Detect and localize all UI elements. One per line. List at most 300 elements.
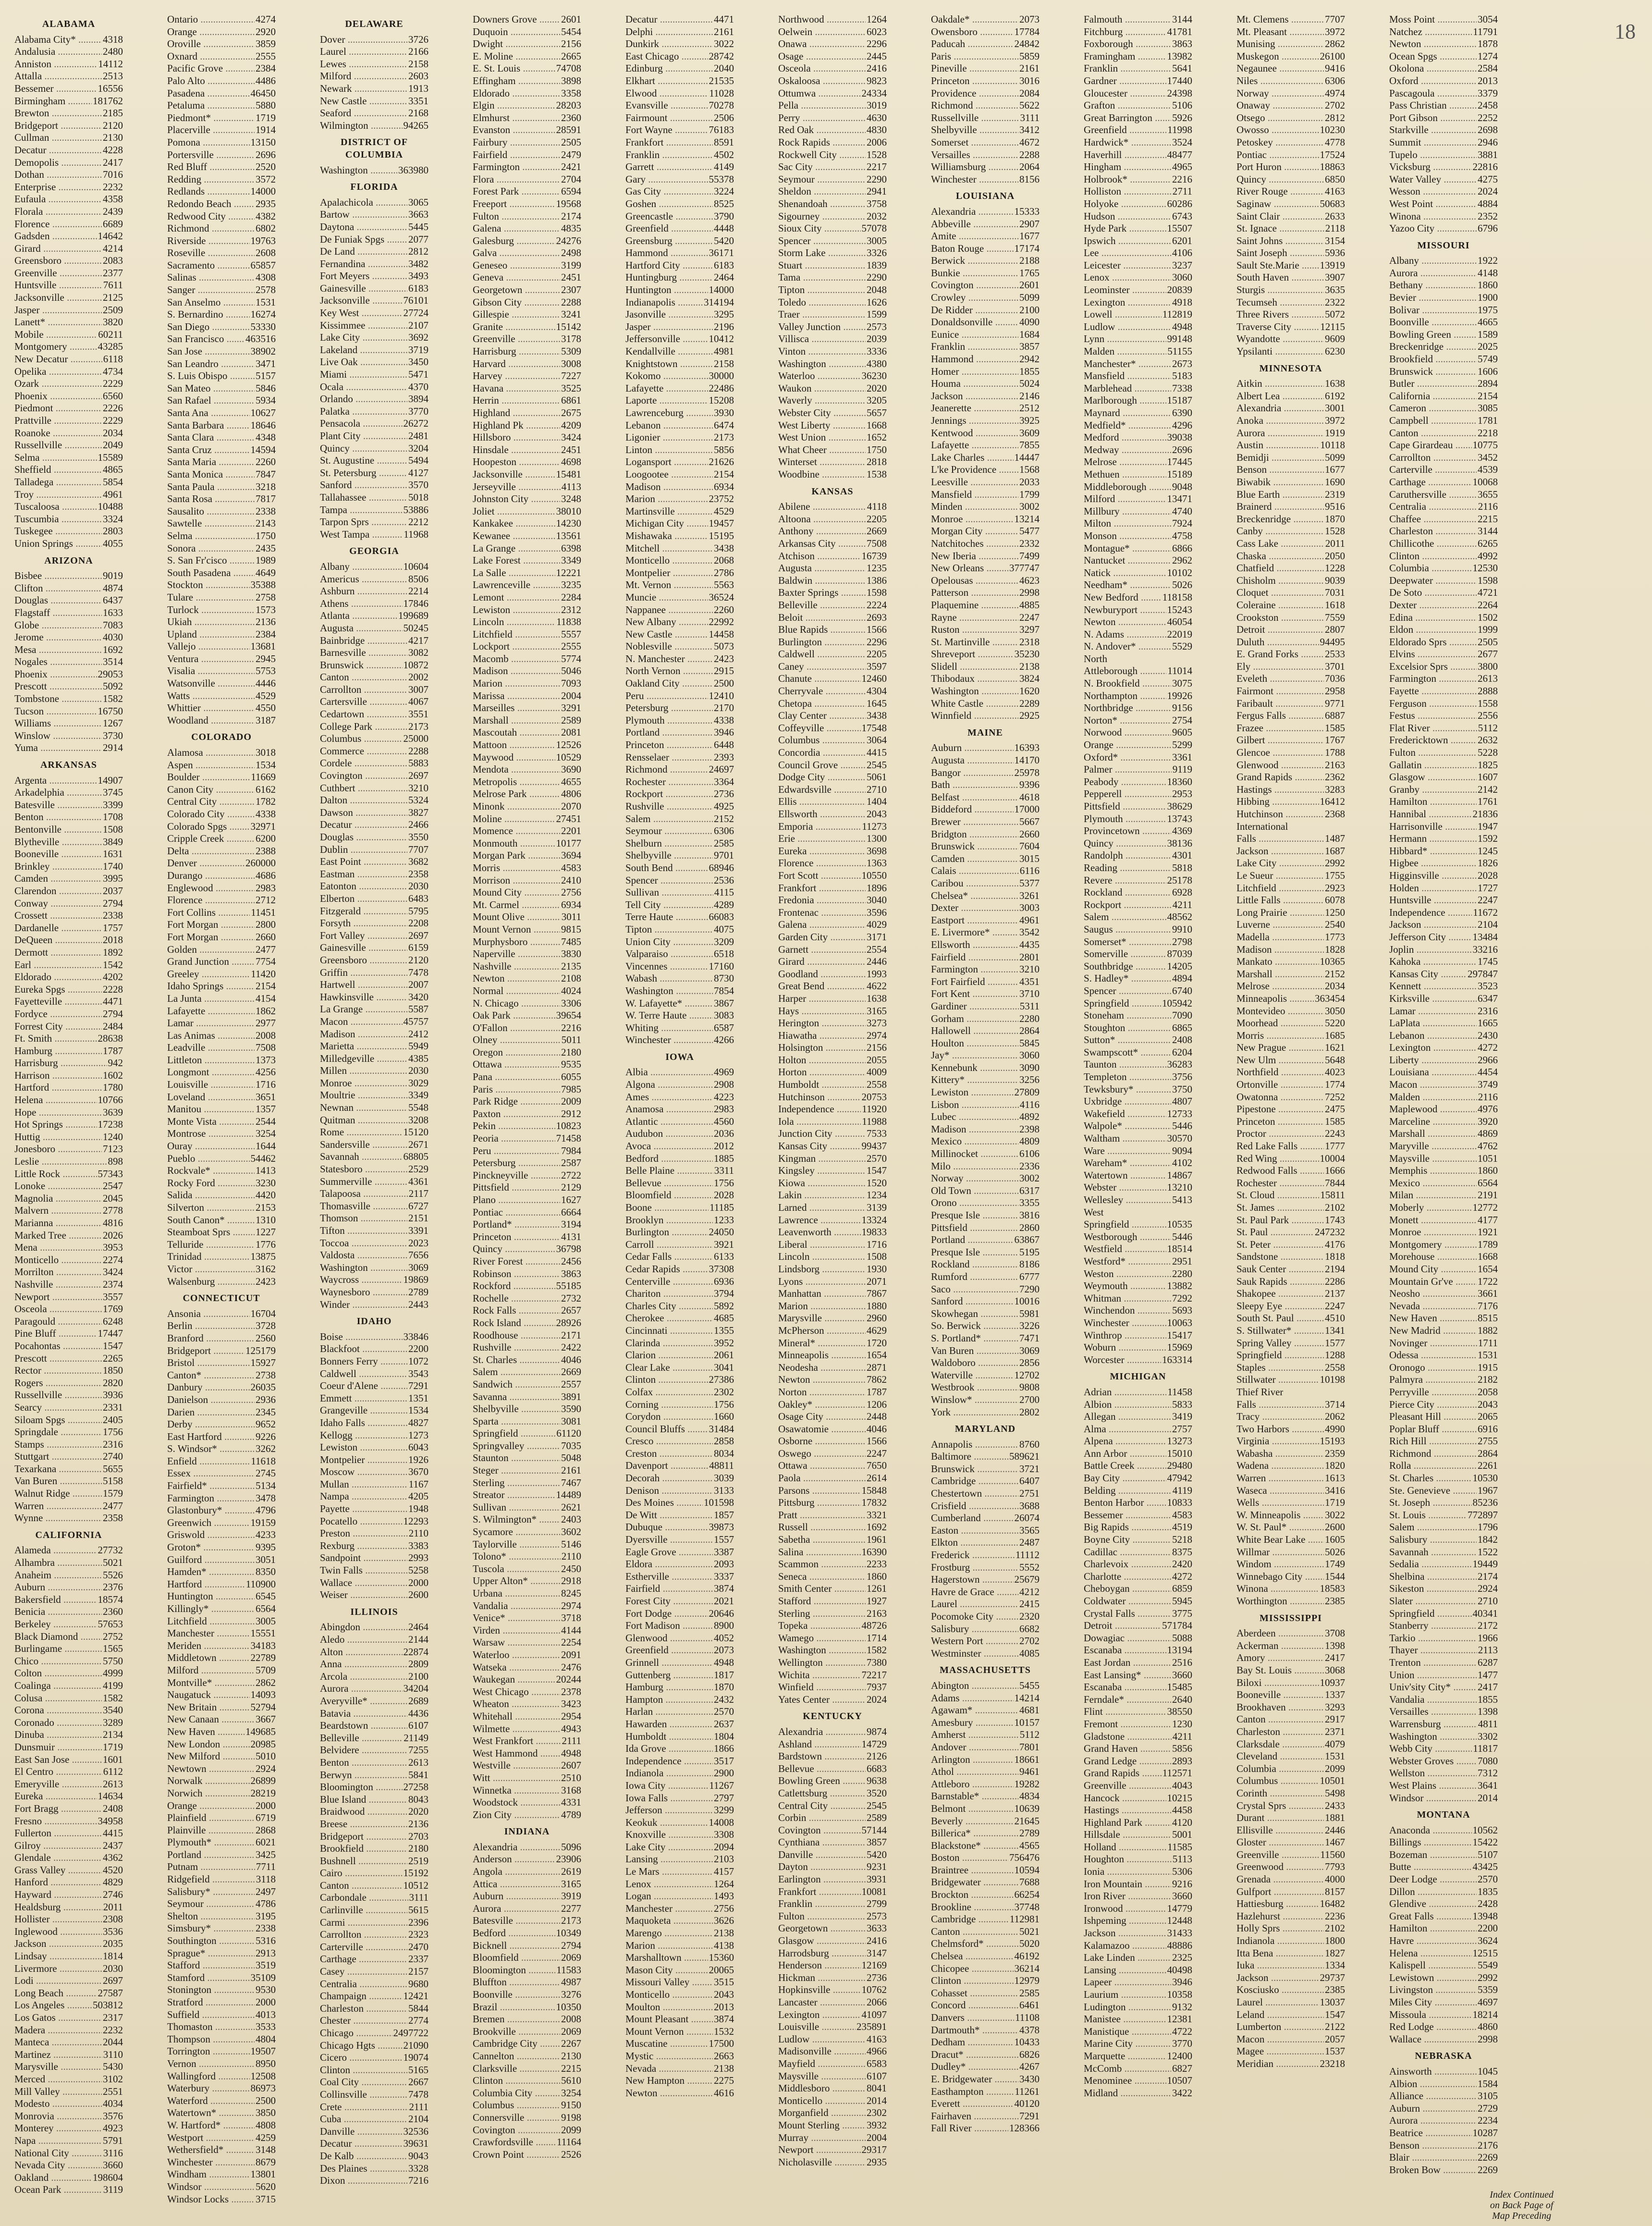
city-name: Bremen ..... xyxy=(473,2013,560,2026)
city-name: Covington ..... xyxy=(778,1824,861,1837)
city-name: Marseilles ..... xyxy=(473,702,560,714)
city-population: 2600 xyxy=(408,1589,428,1601)
city-row xyxy=(625,1521,734,1534)
city-population: 2385 xyxy=(1325,1595,1345,1607)
city-population: 1827 xyxy=(1325,1947,1345,1959)
city-row xyxy=(1389,1583,1498,1595)
city-name: Tallahassee ..... xyxy=(320,492,407,504)
city-population: 13681 xyxy=(250,640,276,652)
city-row xyxy=(320,1163,428,1176)
city-population: 2057 xyxy=(1325,2033,1345,2045)
city-population: 25978 xyxy=(1014,766,1040,778)
city-row xyxy=(1389,1546,1498,1559)
city-name: Merced ..... xyxy=(14,2073,102,2086)
city-name: Ames ..... xyxy=(625,1091,713,1104)
city-population: 2338 xyxy=(256,1922,276,1934)
city-population: 2338 xyxy=(256,505,276,517)
city-row xyxy=(1084,923,1192,936)
city-population: 1800 xyxy=(1325,1935,1345,1947)
city-name: Danielson ..... xyxy=(167,1394,255,1406)
city-population: 5753 xyxy=(256,665,276,677)
city-name: Gardner ..... xyxy=(1084,75,1166,87)
city-population: 15969 xyxy=(1167,1341,1192,1353)
city-name: Stuttgart ..... xyxy=(14,1451,102,1463)
city-row xyxy=(931,390,1040,403)
city-name: Mountain Gr've ..... xyxy=(1389,1276,1477,1288)
city-name: Leslie ..... xyxy=(14,1156,107,1168)
city-row xyxy=(473,13,581,26)
city-name: Lakin ..... xyxy=(778,1189,866,1202)
city-row xyxy=(931,1406,1040,1419)
city-population: 2789 xyxy=(1019,1827,1040,1839)
city-population: 2134 xyxy=(103,1729,123,1741)
city-population: 2173 xyxy=(408,720,428,732)
city-row xyxy=(931,1815,1040,1828)
city-name: Wesson ..... xyxy=(1389,185,1477,198)
city-name: Springfield ..... xyxy=(1236,1349,1324,1362)
city-population: 4029 xyxy=(867,919,887,931)
city-name: Booneville ..... xyxy=(1236,1689,1324,1701)
city-population: 3111 xyxy=(1020,111,1040,123)
city-row xyxy=(167,1030,276,1042)
city-population: 5859 xyxy=(1019,50,1040,62)
city-row xyxy=(625,1022,734,1034)
city-name: Manhattan ..... xyxy=(778,1288,866,1300)
city-row xyxy=(320,1515,428,1528)
city-row xyxy=(167,419,276,432)
city-row xyxy=(1236,2021,1345,2033)
city-population: 3520 xyxy=(867,1787,887,1799)
city-population: 8375 xyxy=(1172,1546,1192,1558)
city-row xyxy=(14,934,123,947)
city-name: Waltham ..... xyxy=(1084,1132,1166,1145)
city-row xyxy=(625,124,734,136)
city-name: Franklin ..... xyxy=(931,341,1018,353)
city-population: 3187 xyxy=(256,714,276,726)
city-population: 2423 xyxy=(714,652,734,664)
city-row xyxy=(931,292,1040,304)
city-population: 1666 xyxy=(1325,1165,1345,1177)
city-population: 4176 xyxy=(1325,1238,1345,1250)
city-population: 2030 xyxy=(408,880,428,892)
city-population: 4211 xyxy=(1172,898,1192,910)
city-row xyxy=(14,2049,123,2061)
city-name: Orange ..... xyxy=(167,26,255,38)
city-name: Fayette ..... xyxy=(1389,685,1477,698)
city-row xyxy=(625,13,734,26)
city-row xyxy=(167,1935,276,1947)
city-population: 9652 xyxy=(256,1418,276,1430)
city-name: Hartwell ..... xyxy=(320,979,407,991)
city-population: 16556 xyxy=(98,82,123,94)
city-row xyxy=(473,665,581,677)
city-row xyxy=(931,452,1040,464)
city-population: 2693 xyxy=(867,611,887,623)
city-population: 3060 xyxy=(1172,271,1192,283)
city-name: Salem ..... xyxy=(1389,1521,1477,1534)
city-population: 4685 xyxy=(714,1312,734,1324)
city-row xyxy=(931,1357,1040,1369)
city-row xyxy=(931,710,1040,722)
city-population: 2907 xyxy=(1019,218,1040,230)
city-population: 3715 xyxy=(256,2193,276,2205)
city-population: 3022 xyxy=(714,38,734,50)
city-name: Selma ..... xyxy=(14,452,97,464)
city-name: Collinsville ..... xyxy=(320,2089,407,2101)
city-population: 1818 xyxy=(1325,1251,1345,1263)
city-name: Elkhart ..... xyxy=(625,75,708,87)
city-name: Nicholasville ..... xyxy=(778,2156,866,2169)
city-name: Waukegan ..... xyxy=(473,1673,555,1686)
city-population: 4510 xyxy=(1325,1312,1345,1324)
city-row xyxy=(1084,2001,1192,2014)
city-row xyxy=(778,1189,887,1202)
city-row xyxy=(1236,685,1345,698)
city-population: 5795 xyxy=(408,905,428,917)
city-population: 2317 xyxy=(103,2012,123,2023)
city-population: 2069 xyxy=(561,2025,581,2037)
city-row xyxy=(1084,948,1192,960)
city-population: 2138 xyxy=(1019,660,1040,672)
city-row xyxy=(473,321,581,333)
city-row xyxy=(320,1040,428,1053)
city-population: 14729 xyxy=(861,1738,887,1750)
city-name: Cloquet ..... xyxy=(1236,587,1324,599)
city-row xyxy=(473,899,581,911)
city-population: 2738 xyxy=(256,1369,276,1381)
city-population: 2125 xyxy=(103,292,123,304)
city-name: Salisbury ..... xyxy=(1389,1534,1477,1546)
city-row xyxy=(14,910,123,922)
city-row xyxy=(778,1030,887,1042)
city-population: 57653 xyxy=(98,1618,123,1630)
city-population: 11273 xyxy=(862,820,887,832)
city-name: Turlock ..... xyxy=(167,604,255,616)
city-population: 6390 xyxy=(1172,407,1192,418)
city-population: 3602 xyxy=(561,1526,581,1538)
city-row xyxy=(167,919,276,931)
city-row xyxy=(1236,1713,1345,1726)
city-name: Rector ..... xyxy=(14,1365,102,1377)
city-population: 10488 xyxy=(98,501,123,513)
city-name: Jasonville ..... xyxy=(625,308,713,321)
city-name: Bloomington ..... xyxy=(473,1964,555,1977)
city-row xyxy=(14,1143,123,1156)
city-name: Denison ..... xyxy=(625,1485,713,1497)
city-row xyxy=(1084,1817,1192,1829)
city-name: Osceola ..... xyxy=(14,1303,102,1316)
city-name: Argenta ..... xyxy=(14,775,97,787)
city-name: Braidwood ..... xyxy=(320,1806,407,1818)
city-name: Clinton ..... xyxy=(1389,550,1477,563)
city-row xyxy=(167,1910,276,1923)
city-name: Mansfield ..... xyxy=(931,489,1018,501)
city-name: Fairfield* ..... xyxy=(167,1480,255,1492)
city-row xyxy=(473,38,581,50)
city-name: Wyandotte ..... xyxy=(1236,333,1324,345)
city-name: Urbana ..... xyxy=(473,1587,560,1600)
city-population: 2107 xyxy=(408,319,428,331)
city-row xyxy=(625,1583,734,1595)
city-population: 10529 xyxy=(556,751,581,763)
city-name: Watts ..... xyxy=(167,690,255,702)
city-population: 3118 xyxy=(256,1873,276,1885)
city-population: 2156 xyxy=(561,38,581,50)
city-name: Ocean Park ..... xyxy=(14,2184,102,2196)
city-population: 3438 xyxy=(714,542,734,554)
city-name: Wells ..... xyxy=(1236,1497,1324,1509)
city-population: 21836 xyxy=(1472,808,1498,820)
city-row xyxy=(14,1631,123,1643)
city-row xyxy=(778,1787,887,1800)
city-row xyxy=(167,247,276,259)
city-population: 2752 xyxy=(103,1630,123,1642)
city-name: Crookston ..... xyxy=(1236,612,1324,624)
city-name: Leland ..... xyxy=(1236,2009,1324,2021)
city-population: 1870 xyxy=(1325,513,1345,525)
city-row xyxy=(778,1288,887,1300)
city-name: Pueblo ..... xyxy=(167,1153,250,1165)
city-row xyxy=(320,1454,428,1466)
city-row xyxy=(167,1276,276,1288)
city-row xyxy=(931,230,1040,243)
city-row xyxy=(1236,1812,1345,1824)
city-name: Tuscaloosa ..... xyxy=(14,501,97,513)
city-row xyxy=(931,304,1040,317)
city-row xyxy=(473,788,581,800)
city-population: 8525 xyxy=(714,197,734,209)
city-name: Albert Lea ..... xyxy=(1236,390,1324,403)
city-row xyxy=(14,1704,123,1717)
city-name: Bolivar ..... xyxy=(1389,304,1477,317)
city-row xyxy=(473,308,581,321)
city-row xyxy=(1236,1664,1345,1677)
city-row xyxy=(1084,1620,1192,1632)
city-name: Dunkirk ..... xyxy=(625,38,713,50)
city-row xyxy=(778,1226,887,1239)
city-population: 10937 xyxy=(1320,1676,1345,1688)
city-name: Oxnard ..... xyxy=(167,50,255,63)
city-population: 2229 xyxy=(103,415,123,426)
city-row xyxy=(625,1558,734,1571)
city-name: Lockport ..... xyxy=(473,640,560,653)
city-population: 4865 xyxy=(103,464,123,476)
city-row xyxy=(778,1681,887,1694)
city-name: Anderson ..... xyxy=(473,1853,555,1866)
city-row xyxy=(1084,173,1192,186)
city-population: 6248 xyxy=(103,1315,123,1327)
city-row xyxy=(931,988,1040,1000)
city-population: 3946 xyxy=(1172,1976,1192,1988)
city-population: 4948 xyxy=(714,1656,734,1668)
city-row xyxy=(778,1669,887,1682)
city-population: 2868 xyxy=(256,1824,276,1836)
city-population: 1756 xyxy=(714,1398,734,1410)
city-row xyxy=(931,673,1040,685)
city-row xyxy=(1236,99,1345,112)
city-population: 2055 xyxy=(867,1054,887,1066)
city-name: Columbia City ..... xyxy=(473,2087,560,2100)
city-row xyxy=(931,1913,1040,1926)
city-name: Mayfield ..... xyxy=(778,2058,866,2070)
city-name: W. Hartford* ..... xyxy=(167,2119,255,2132)
city-population: 5791 xyxy=(103,2134,123,2146)
city-name: Aurora ..... xyxy=(1389,267,1477,280)
city-name: Crystal Falls ..... xyxy=(1084,1608,1171,1620)
city-row xyxy=(320,164,428,177)
city-row xyxy=(1389,747,1498,759)
city-population: 2065 xyxy=(1478,1411,1498,1423)
city-population: 5833 xyxy=(1172,1398,1192,1410)
city-row xyxy=(778,333,887,345)
city-name: Lake City ..... xyxy=(1236,857,1324,870)
city-population: 2002 xyxy=(408,671,428,683)
city-population: 6107 xyxy=(867,2070,887,2082)
city-population: 756476 xyxy=(1009,1852,1040,1864)
city-population: 3925 xyxy=(1019,415,1040,426)
city-name: Bemidji ..... xyxy=(1236,452,1324,464)
city-population: 1882 xyxy=(1478,1324,1498,1336)
city-population: 5420 xyxy=(867,1848,887,1860)
city-name: Sterling ..... xyxy=(473,1477,560,1489)
city-name: Gilroy ..... xyxy=(14,1840,102,1852)
city-population: 7937 xyxy=(867,1681,887,1693)
city-row xyxy=(1389,1079,1498,1091)
city-population: 28203 xyxy=(556,99,581,111)
city-row xyxy=(473,1231,581,1243)
index-column xyxy=(931,13,1040,2217)
city-population: 2621 xyxy=(561,1501,581,1513)
city-population: 3609 xyxy=(1019,427,1040,439)
city-population: 2673 xyxy=(1172,357,1192,369)
city-name: Santa Maria ..... xyxy=(167,456,255,468)
city-population: 2152 xyxy=(714,812,734,824)
city-name: Rockford ..... xyxy=(473,1280,555,1292)
city-population: 1880 xyxy=(867,1300,887,1312)
city-population: 9609 xyxy=(1325,333,1345,345)
city-name: Huntington ..... xyxy=(625,284,708,296)
city-population: 27386 xyxy=(709,1374,734,1386)
city-population: 3199 xyxy=(561,259,581,271)
city-name: Eatonton ..... xyxy=(320,880,407,893)
city-name: Upland ..... xyxy=(167,628,255,641)
city-row xyxy=(14,922,123,935)
city-population: 54462 xyxy=(250,1152,276,1164)
city-name: Garrett ..... xyxy=(625,161,713,173)
city-population: 2120 xyxy=(103,119,123,131)
city-row xyxy=(625,308,734,321)
city-name: Thomson ..... xyxy=(320,1212,407,1225)
city-name: Effingham ..... xyxy=(473,75,560,87)
state-heading: MASSACHUSETTS xyxy=(940,1665,1031,1676)
city-name: Clinton ..... xyxy=(320,2064,407,2077)
city-row xyxy=(473,1723,581,1735)
city-population: 2545 xyxy=(867,1799,887,1811)
city-population: 5220 xyxy=(1325,1017,1345,1029)
city-name: Fort Wayne ..... xyxy=(625,124,708,136)
city-name: Warren ..... xyxy=(14,1500,102,1513)
city-population: 2030 xyxy=(103,1962,123,1974)
city-population: 3224 xyxy=(714,185,734,197)
city-row xyxy=(1084,1571,1192,1583)
city-row xyxy=(14,885,123,898)
city-row xyxy=(625,2038,734,2050)
city-name: Monte Vista ..... xyxy=(167,1116,255,1128)
city-row xyxy=(1389,1325,1498,1337)
city-name: Ottumwa ..... xyxy=(778,87,861,100)
city-name: Flat River ..... xyxy=(1389,722,1477,735)
city-population: 2044 xyxy=(103,2036,123,2048)
city-population: 5529 xyxy=(1172,640,1192,652)
city-name: Fort Dodge ..... xyxy=(625,1608,708,1620)
city-population: 2194 xyxy=(1325,1263,1345,1275)
city-population: 1788 xyxy=(1325,747,1345,759)
city-name: Mound City ..... xyxy=(473,886,560,899)
city-name: Decatur ..... xyxy=(320,819,407,831)
city-row xyxy=(320,307,428,320)
city-row xyxy=(473,800,581,813)
city-name: Grangeville ..... xyxy=(320,1404,407,1417)
city-name: Bicknell ..... xyxy=(473,1940,560,1952)
city-population: 8156 xyxy=(1019,173,1040,185)
city-row xyxy=(625,1386,734,1399)
city-population: 2232 xyxy=(103,2024,123,2036)
city-population: 6043 xyxy=(408,1441,428,1453)
city-row xyxy=(473,1329,581,1342)
city-name: Corbin ..... xyxy=(778,1812,866,1824)
city-row xyxy=(167,1959,276,1972)
city-population: 2000 xyxy=(256,1996,276,2008)
city-population: 4067 xyxy=(408,696,428,708)
city-row xyxy=(14,1655,123,1668)
city-population: 5026 xyxy=(1325,1546,1345,1558)
city-name: Hayward ..... xyxy=(14,1889,102,1901)
city-row xyxy=(931,2073,1040,2086)
city-population: 16704 xyxy=(250,1307,276,1319)
city-name: Shelton ..... xyxy=(167,1910,255,1923)
city-name: Lewiston ..... xyxy=(473,604,560,616)
city-name: Fort Collins ..... xyxy=(167,907,250,919)
city-population: 2936 xyxy=(256,1393,276,1405)
city-population: 4272 xyxy=(1172,1570,1192,1582)
city-row xyxy=(14,971,123,984)
city-population: 5936 xyxy=(1325,247,1345,259)
city-row xyxy=(778,1959,887,1972)
city-population: 6265 xyxy=(1478,537,1498,549)
city-name: Okolona ..... xyxy=(1389,62,1477,75)
city-population: 7854 xyxy=(714,984,734,996)
city-row xyxy=(931,75,1040,87)
city-population: 5526 xyxy=(103,1569,123,1581)
city-row xyxy=(320,95,428,108)
city-row xyxy=(320,1941,428,1954)
city-row xyxy=(1236,198,1345,210)
city-population: 2048 xyxy=(867,284,887,296)
city-name: Watsonville ..... xyxy=(167,677,255,690)
city-population: 5494 xyxy=(408,455,428,467)
city-name: Olney ..... xyxy=(473,1034,561,1046)
city-row xyxy=(14,1033,123,1045)
city-name: Alameda ..... xyxy=(14,1544,97,1557)
city-population: 2362 xyxy=(1325,771,1345,783)
city-population: 2925 xyxy=(1019,710,1040,722)
city-name: Lake City ..... xyxy=(320,332,407,344)
city-row xyxy=(14,439,123,452)
city-name: Tuscola ..... xyxy=(473,1563,560,1575)
city-name: Fitzgerald ..... xyxy=(320,905,407,918)
city-population: 2142 xyxy=(1478,783,1498,795)
city-population: 14093 xyxy=(250,1689,276,1701)
